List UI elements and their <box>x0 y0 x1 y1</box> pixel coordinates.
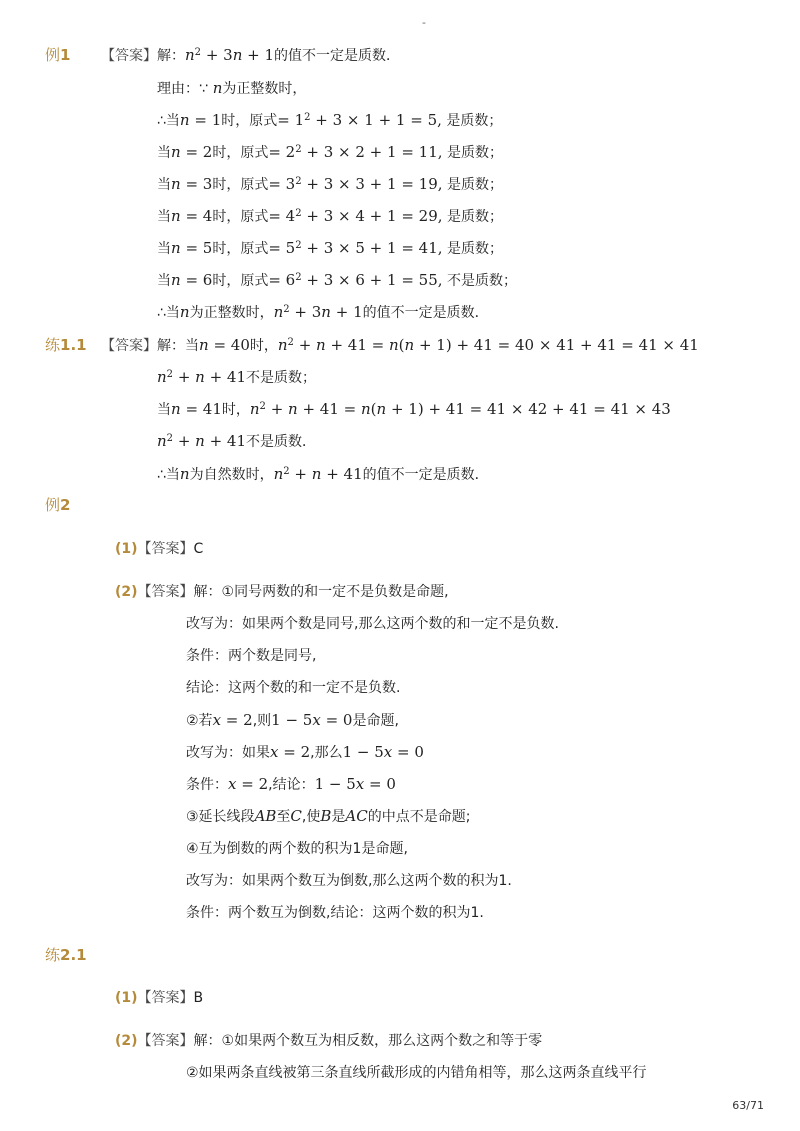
practice-1-1-line-3: 当n = 41时，$n^2 + n + 41 = n(n + 1) + 41 = 41 \times 42 + 41 = 41 \times 43$ <box>157 400 671 418</box>
example-2-q2-line-8: ③延长线段AB至C,使B是AC的中点不是命题; <box>186 807 471 825</box>
example-1-conclusion: ∴当n为正整数时，$n^2 + 3n + 1$的值不一定是质数． <box>157 303 489 321</box>
practice-2-1-q1: (1)【答案】B <box>115 990 204 1006</box>
example-2-q2-line-5: ②若x = 2,则1 − 5x = 0是命题, <box>186 711 399 729</box>
practice-2-1-label: 练2.1 <box>45 946 87 964</box>
example-2-q2-line-7: 条件：x = 2,结论：1 − 5x = 0 <box>186 775 396 793</box>
practice-1-1-label: 练1.1 <box>45 336 87 354</box>
example-2-q2-line-10: 改写为：如果两个数互为倒数,那么这两个数的积为1. <box>186 873 512 889</box>
page-number: 63/71 <box>732 1099 764 1112</box>
header-mark: - <box>422 16 426 29</box>
example-1-row: 当n = 2时，原式= $2^2 + 3 \times 2 + 1 = 11$, 是质数； <box>157 143 503 161</box>
example-1-row: 当n = 5时，原式= $5^2 + 3 \times 5 + 1 = 41$, 是质数； <box>157 239 503 257</box>
example-2-q2-line-1: (2)【答案】解：①同号两数的和一定不是负数是命题, <box>115 584 449 600</box>
example-2-q2-line-4: 结论：这两个数的和一定不是负数. <box>186 680 401 696</box>
example-1-row: 当n = 4时，原式= $4^2 + 3 \times 4 + 1 = 29$, 是质数； <box>157 207 503 225</box>
practice-1-1-line-2: $n^2 + n + 41$不是质数； <box>157 368 317 386</box>
example-2-q2-line-11: 条件：两个数互为倒数,结论：这两个数的积为1. <box>186 905 484 921</box>
example-2-q1: (1)【答案】C <box>115 541 204 557</box>
example-1-row: 当n = 6时，原式= $6^2 + 3 \times 6 + 1 = 55$, 不是质数； <box>157 271 517 289</box>
example-1-answer: 【答案】解：$n^2 + 3n + 1$的值不一定是质数． <box>101 46 401 64</box>
example-2-q2-line-2: 改写为：如果两个数是同号,那么这两个数的和一定不是负数. <box>186 616 559 632</box>
example-2-q2-line-6: 改写为：如果x = 2,那么1 − 5x = 0 <box>186 743 424 761</box>
practice-1-1-conclusion: ∴当n为自然数时，$n^2 + n + 41$的值不一定是质数． <box>157 465 489 483</box>
example-2-q2-line-3: 条件：两个数是同号, <box>186 648 317 664</box>
example-1-row: ∴当n = 1时，原式= $1^2 + 3 \times 1 + 1 = 5$, 是质数； <box>157 111 503 129</box>
example-2-label: 例2 <box>45 496 71 514</box>
practice-2-1-q2-line-2: ②如果两条直线被第三条直线所截形成的内错角相等，那么这两条直线平行 <box>186 1065 647 1081</box>
example-1-label: 例1 <box>45 46 71 64</box>
practice-1-1-line-1: 【答案】解：当n = 40时，$n^2 + n + 41 = n(n + 1) + 41 = 40 \times 41 + 41 = 41 \times 41$ <box>101 336 699 354</box>
example-1-reason: 理由：∵ n为正整数时， <box>157 79 307 97</box>
example-1-row: 当n = 3时，原式= $3^2 + 3 \times 3 + 1 = 19$, 是质数； <box>157 175 503 193</box>
practice-2-1-q2-line-1: (2)【答案】解：①如果两个数互为相反数，那么这两个数之和等于零 <box>115 1033 543 1049</box>
practice-1-1-line-4: $n^2 + n + 41$不是质数． <box>157 432 317 450</box>
example-2-q2-line-9: ④互为倒数的两个数的积为1是命题, <box>186 841 408 857</box>
